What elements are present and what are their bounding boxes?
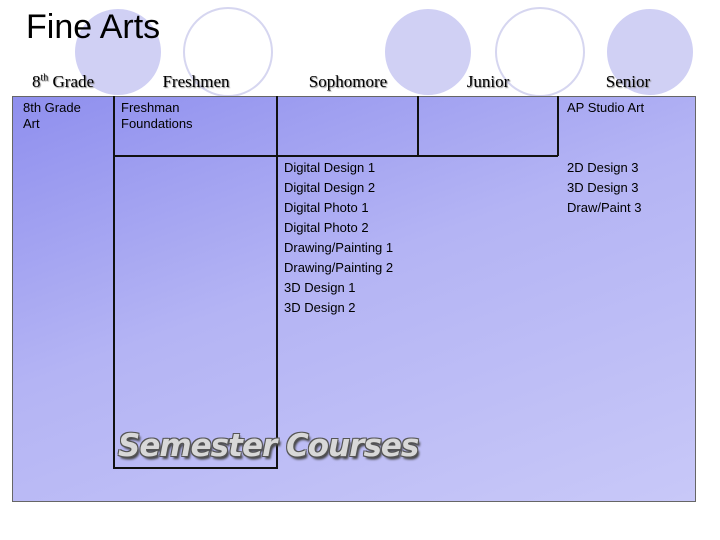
list-item: 3D Design 2: [284, 300, 356, 315]
list-item: 2D Design 3: [567, 160, 639, 175]
senior-course-list: [567, 158, 641, 218]
list-item: Digital Photo 2: [284, 220, 369, 235]
list-item: 3D Design 1: [284, 280, 356, 295]
divider-sophomore-junior: [417, 96, 419, 156]
cell-8th-grade-art: 8th Grade Art: [23, 100, 81, 131]
header-8th-grade: 8th Grade: [31, 72, 95, 91]
divider-junior-senior: [557, 96, 559, 156]
cell-ap-studio-art: AP Studio Art: [567, 100, 645, 115]
header-freshmen: Freshmen: [162, 72, 230, 91]
sophomore-junior-course-list: [284, 158, 393, 318]
divider-grade8-freshmen: [113, 96, 115, 468]
list-item: Digital Design 2: [284, 180, 376, 195]
header-senior: Senior: [605, 72, 651, 91]
row-divider: [113, 155, 558, 157]
cell-freshman-foundations: Freshman Foundations: [121, 100, 193, 131]
list-item: Draw/Paint 3: [567, 200, 642, 215]
list-item: Drawing/Painting 2: [284, 260, 394, 275]
header-junior: Junior: [466, 72, 510, 91]
divider-freshmen-sophomore: [276, 96, 278, 468]
header-sophomore: Sophomore: [308, 72, 388, 91]
list-item: Digital Photo 1: [284, 200, 369, 215]
list-item: Digital Design 1: [284, 160, 376, 175]
list-item: 3D Design 3: [567, 180, 639, 195]
list-item: Drawing/Painting 1: [284, 240, 394, 255]
semester-courses-banner: Semester Courses: [118, 428, 419, 464]
page-title: Fine Arts: [26, 8, 161, 46]
freshmen-bottom-line: [113, 467, 278, 469]
